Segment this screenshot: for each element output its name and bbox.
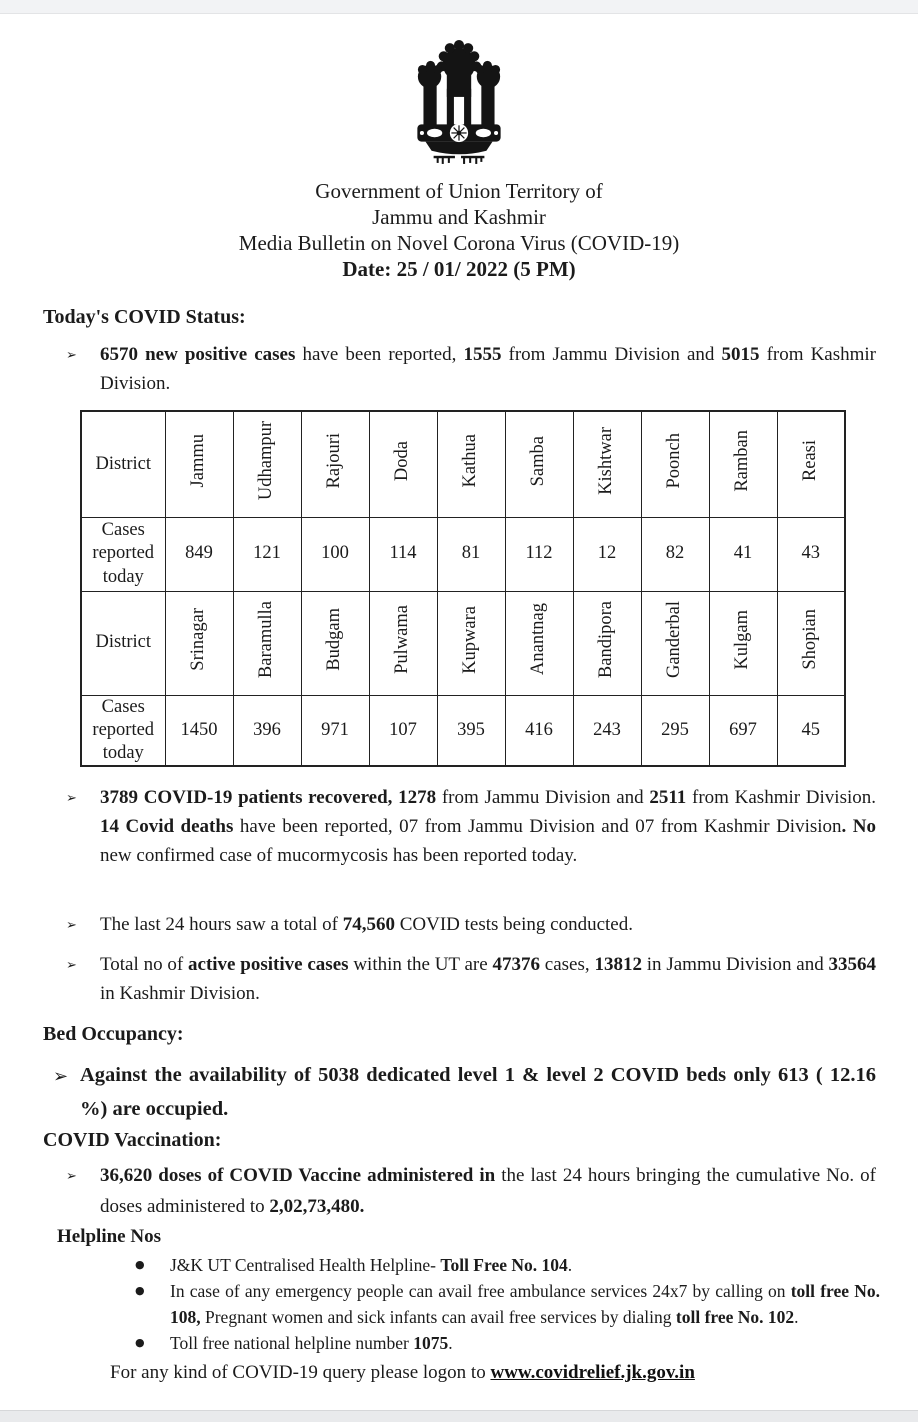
district-name-cell: Reasi	[777, 411, 845, 517]
dot-bullet-icon: ●	[135, 1336, 145, 1349]
helpline-item-108-102	[135, 1278, 880, 1330]
title-government: Government of Union Territory of	[315, 179, 603, 203]
district-name-cell: Bandipora	[573, 591, 641, 695]
cases-value-cell: 45	[777, 695, 845, 766]
bullet-recovered	[66, 783, 876, 870]
district-cases-table	[80, 410, 846, 767]
bullet-active-cases	[66, 950, 877, 1008]
district-name-cell: Shopian	[777, 591, 845, 695]
district-name-cell: Jammu	[165, 411, 233, 517]
district-name-cell: Doda	[369, 411, 437, 517]
cases-value-cell: 43	[777, 517, 845, 591]
district-name-cell: Pulwama	[369, 591, 437, 695]
cases-value-cell: 295	[641, 695, 709, 766]
bullet-recovered-text: 3789 COVID-19 patients recovered, 1278 from Jammu Division and 2511 from Kashmir Division. 14 Covid deaths have been reported, 07 from Jammu Division and 07 from Kashmir Division. No new confirmed case of mucormycosis has been reported today.	[100, 787, 876, 866]
district-name-cell: Samba	[505, 411, 573, 517]
footer-query-line	[110, 1362, 695, 1384]
viewer-bottom-bar	[0, 1410, 918, 1422]
helpline-item-104-text: J&K UT Centralised Health Helpline- Toll Free No. 104.	[170, 1255, 573, 1275]
cases-value-cell: 121	[233, 517, 301, 591]
bullet-vaccination	[66, 1160, 876, 1222]
district-name-cell: Budgam	[301, 591, 369, 695]
cases-value-cell: 41	[709, 517, 777, 591]
arrow-bullet-icon: ➢	[53, 1066, 69, 1087]
district-name-cell: Srinagar	[165, 591, 233, 695]
table-row	[81, 695, 845, 766]
table-row	[81, 411, 845, 517]
arrow-bullet-icon: ➢	[66, 918, 77, 933]
bullet-bed-occupancy-text: Against the availability of 5038 dedicated level 1 & level 2 COVID beds only 613 ( 12.16 %) are occupied.	[80, 1064, 876, 1120]
bullet-bed-occupancy	[53, 1058, 876, 1126]
district-name-cell: Udhampur	[233, 411, 301, 517]
cases-value-cell: 107	[369, 695, 437, 766]
dot-bullet-icon: ●	[135, 1258, 145, 1271]
cases-value-cell: 112	[505, 517, 573, 591]
bullet-vaccination-text: 36,620 doses of COVID Vaccine administered in the last 24 hours bringing the cumulative No. of doses administered to 2,02,73,480.	[100, 1165, 876, 1217]
district-name-cell: Kathua	[437, 411, 505, 517]
cases-value-cell: 100	[301, 517, 369, 591]
district-name-cell: Poonch	[641, 411, 709, 517]
cases-value-cell: 697	[709, 695, 777, 766]
cases-value-cell: 395	[437, 695, 505, 766]
cases-value-cell: 396	[233, 695, 301, 766]
district-name-cell: Baramulla	[233, 591, 301, 695]
cases-value-cell: 971	[301, 695, 369, 766]
district-header-cell: District	[81, 591, 165, 695]
arrow-bullet-icon: ➢	[66, 348, 77, 363]
heading-helpline: Helpline Nos	[57, 1226, 161, 1247]
table-row	[81, 591, 845, 695]
district-name-cell: Kulgam	[709, 591, 777, 695]
cases-value-cell: 243	[573, 695, 641, 766]
heading-covid-status: Today's COVID Status:	[43, 306, 246, 328]
bullet-tests	[66, 910, 876, 939]
viewer-top-bar	[0, 0, 918, 14]
dot-bullet-icon: ●	[135, 1284, 145, 1297]
bullet-tests-text: The last 24 hours saw a total of 74,560 COVID tests being conducted.	[100, 914, 633, 935]
arrow-bullet-icon: ➢	[66, 958, 77, 973]
emblem-motto-marks	[434, 156, 485, 164]
helpline-item-1075	[135, 1330, 880, 1356]
national-emblem-icon	[399, 36, 519, 168]
district-name-cell: Rajouri	[301, 411, 369, 517]
document-header	[0, 178, 918, 282]
cases-value-cell: 1450	[165, 695, 233, 766]
heading-vaccination: COVID Vaccination:	[43, 1129, 222, 1151]
table-row	[81, 517, 845, 591]
title-bulletin: Media Bulletin on Novel Corona Virus (COVID-19)	[238, 231, 680, 255]
helpline-list	[135, 1252, 880, 1356]
bullet-new-cases	[66, 340, 877, 398]
date-line: Date: 25 / 01/ 2022 (5 PM)	[342, 257, 576, 281]
district-name-cell: Ganderbal	[641, 591, 709, 695]
bullet-active-cases-text: Total no of active positive cases within the UT are 47376 cases, 13812 in Jammu Division and 33564 in Kashmir Division.	[100, 954, 877, 1004]
district-name-cell: Kishtwar	[573, 411, 641, 517]
district-name-cell: Anantnag	[505, 591, 573, 695]
cases-header-cell: Cases reported today	[81, 695, 165, 766]
covidrelief-link[interactable]: www.covidrelief.jk.gov.in	[490, 1362, 695, 1383]
district-name-cell: Kupwara	[437, 591, 505, 695]
cases-header-cell: Cases reported today	[81, 517, 165, 591]
helpline-item-104	[135, 1252, 880, 1278]
cases-value-cell: 12	[573, 517, 641, 591]
footer-prefix: For any kind of COVID-19 query please logon to	[110, 1362, 491, 1383]
title-region: Jammu and Kashmir	[372, 205, 546, 229]
arrow-bullet-icon: ➢	[66, 1169, 77, 1184]
district-name-cell: Ramban	[709, 411, 777, 517]
cases-value-cell: 416	[505, 695, 573, 766]
cases-value-cell: 849	[165, 517, 233, 591]
cases-value-cell: 81	[437, 517, 505, 591]
heading-bed-occupancy: Bed Occupancy:	[43, 1023, 184, 1045]
bullet-new-cases-text: 6570 new positive cases have been reported, 1555 from Jammu Division and 5015 from Kashmir Division.	[100, 344, 877, 394]
helpline-item-1075-text: Toll free national helpline number 1075.	[170, 1333, 453, 1353]
district-header-cell: District	[81, 411, 165, 517]
helpline-item-108-102-text: In case of any emergency people can avail free ambulance services 24x7 by calling on toll free No. 108, Pregnant women and sick infants can avail free services by dialing toll free No. 102.	[170, 1281, 880, 1327]
cases-value-cell: 82	[641, 517, 709, 591]
cases-value-cell: 114	[369, 517, 437, 591]
arrow-bullet-icon: ➢	[66, 791, 77, 806]
